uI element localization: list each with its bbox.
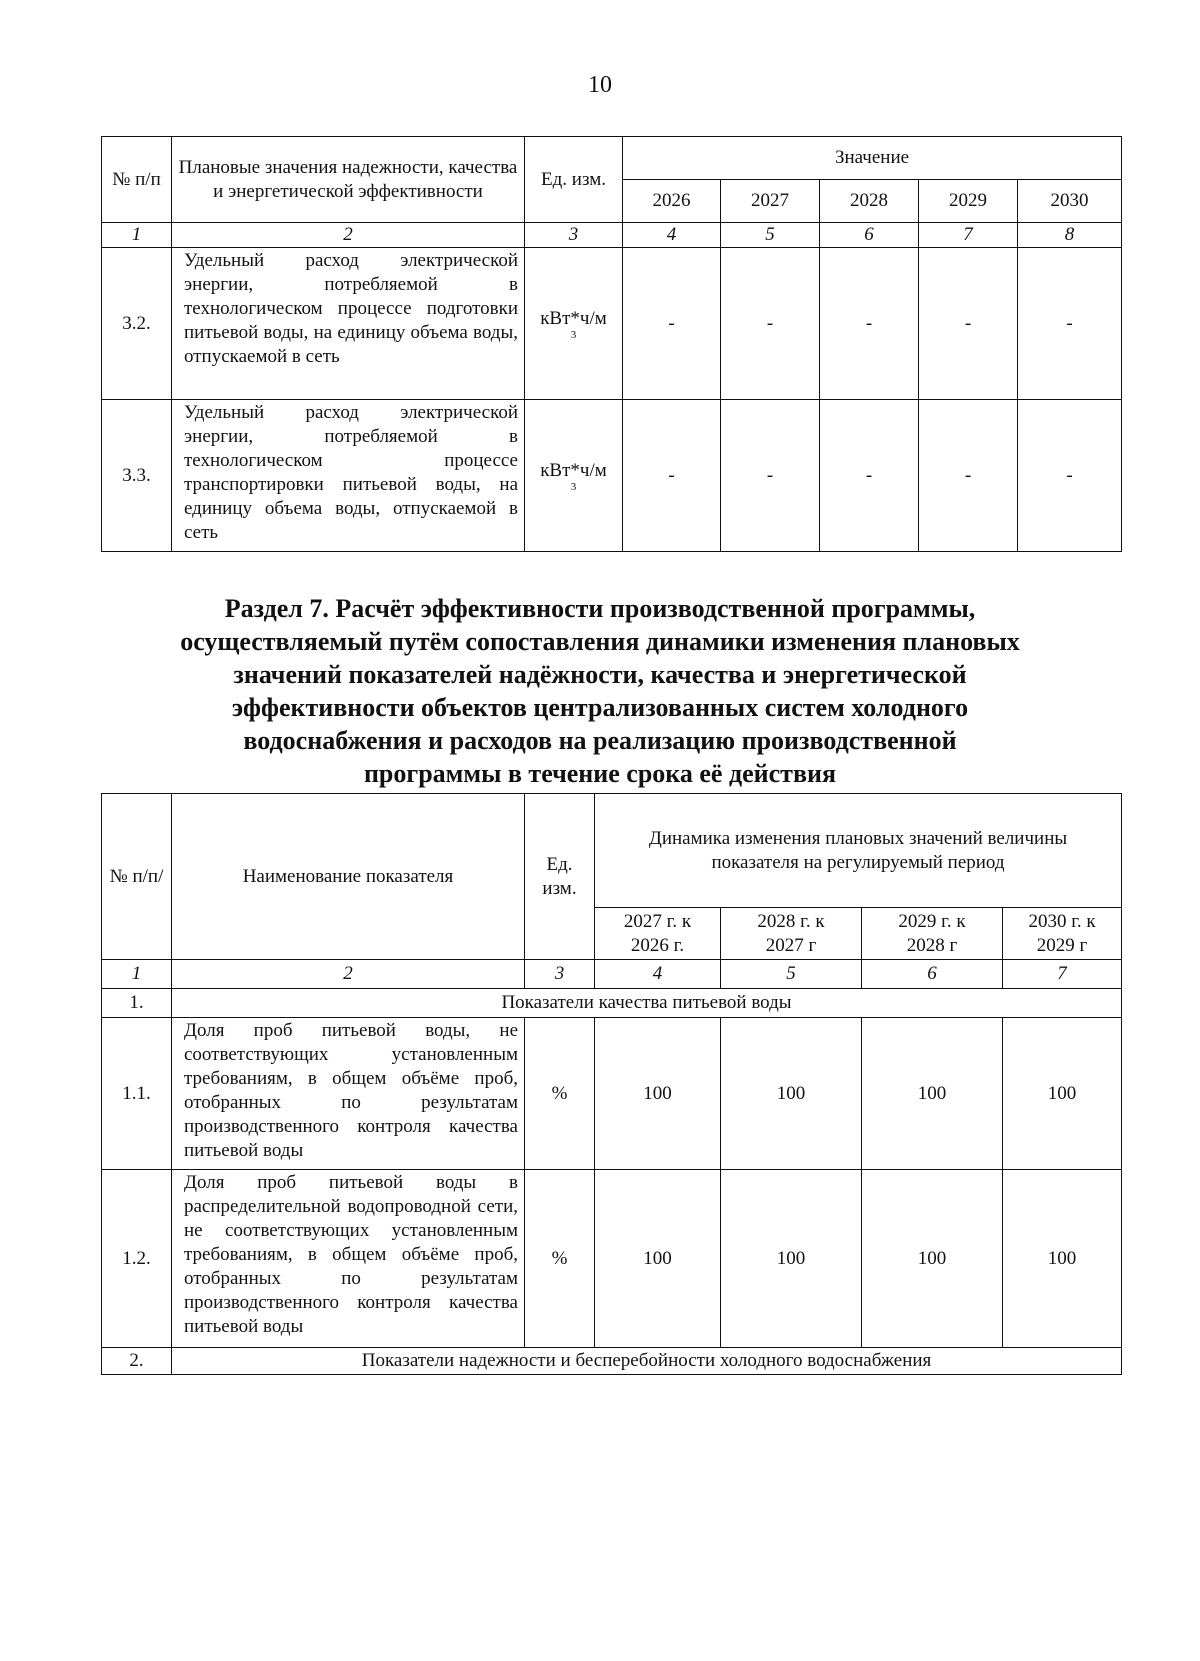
col-index: 7 xyxy=(1003,960,1122,989)
row-value: - xyxy=(1018,248,1122,400)
row-num: 3.3. xyxy=(102,400,172,552)
row-name: Доля проб питьевой воды в распределительной водопроводной сети, не соответствующих установленным требованиям, в общем объёме проб, отобранных по результатам производственного контроля качества питьевой воды xyxy=(172,1170,525,1348)
row-name: Удельный расход электрической энергии, потребляемой в технологическом процессе транспортировки питьевой воды, на единицу объема воды, отпускаемой в сеть xyxy=(172,400,525,552)
period-line: 2028 г. к xyxy=(757,910,825,932)
col-index: 2 xyxy=(172,223,525,248)
header-unit: Ед. изм. xyxy=(525,794,595,960)
section-title-line: Раздел 7. Расчёт эффективности производственной программы, xyxy=(224,594,976,623)
period-line: 2028 г xyxy=(906,934,958,956)
header-year: 2029 xyxy=(919,180,1018,223)
row-num: 3.2. xyxy=(102,248,172,400)
period-line: 2027 г xyxy=(765,934,817,956)
reliability-values-table xyxy=(101,136,1122,552)
row-value: - xyxy=(623,248,721,400)
efficiency-dynamics-table xyxy=(101,793,1122,1375)
header-period xyxy=(1003,908,1122,960)
col-index: 6 xyxy=(862,960,1003,989)
col-index: 4 xyxy=(623,223,721,248)
unit-main: кВт*ч/м xyxy=(540,307,607,329)
header-year: 2027 xyxy=(721,180,820,223)
period-line: 2029 г xyxy=(1036,934,1088,956)
row-unit xyxy=(525,248,623,400)
row-value: 100 xyxy=(595,1170,721,1348)
unit-sub: 3 xyxy=(570,328,577,341)
row-value: 100 xyxy=(862,1018,1003,1170)
table-row xyxy=(102,400,1122,552)
header-year: 2028 xyxy=(820,180,919,223)
row-value: - xyxy=(820,248,919,400)
col-index: 3 xyxy=(525,223,623,248)
header-name: Наименование показателя xyxy=(172,794,525,960)
row-name: Удельный расход электрической энергии, потребляемой в технологическом процессе подготовки питьевой воды, на единицу объема воды, отпускаемой в сеть xyxy=(172,248,525,400)
col-index: 5 xyxy=(721,960,862,989)
header-period xyxy=(595,908,721,960)
period-line: 2027 г. к xyxy=(623,910,692,932)
period-line: 2030 г. к xyxy=(1028,910,1096,932)
period-line: 2029 г. к xyxy=(898,910,966,932)
table-row xyxy=(102,248,1122,400)
col-index: 7 xyxy=(919,223,1018,248)
row-value: - xyxy=(721,248,820,400)
row-num: 1.1. xyxy=(102,1018,172,1170)
row-value: 100 xyxy=(595,1018,721,1170)
section-title-line: значений показателей надёжности, качества и энергетической xyxy=(233,660,967,689)
group-row xyxy=(102,989,1122,1018)
col-index: 1 xyxy=(102,960,172,989)
unit-main: кВт*ч/м xyxy=(540,459,607,481)
section-title-line: водоснабжения и расходов на реализацию производственной xyxy=(243,726,957,755)
col-index: 5 xyxy=(721,223,820,248)
row-value: - xyxy=(623,400,721,552)
col-index: 6 xyxy=(820,223,919,248)
col-index: 8 xyxy=(1018,223,1122,248)
header-value: Значение xyxy=(623,137,1122,180)
col-index: 3 xyxy=(525,960,595,989)
row-value: - xyxy=(721,400,820,552)
row-unit xyxy=(525,400,623,552)
header-year: 2026 xyxy=(623,180,721,223)
header-year: 2030 xyxy=(1018,180,1122,223)
group-num: 1. xyxy=(102,989,172,1018)
row-value: 100 xyxy=(862,1170,1003,1348)
col-index: 2 xyxy=(172,960,525,989)
section-title-line: эффективности объектов централизованных систем холодного xyxy=(231,693,969,722)
table-row xyxy=(102,1170,1122,1348)
row-value: 100 xyxy=(721,1170,862,1348)
col-index: 1 xyxy=(102,223,172,248)
row-unit: % xyxy=(525,1018,595,1170)
page-number: 10 xyxy=(588,72,612,98)
section-title-line: программы в течение срока её действия xyxy=(363,759,837,788)
row-name: Доля проб питьевой воды, не соответствующих установленным требованиям, в общем объёме проб, отобранных по результатам производственного контроля качества питьевой воды xyxy=(172,1018,525,1170)
unit-sub: 3 xyxy=(570,480,577,493)
row-value: - xyxy=(919,248,1018,400)
header-period xyxy=(721,908,862,960)
header-num: № п/п/ xyxy=(102,794,172,960)
group-num: 2. xyxy=(102,1348,172,1375)
section-title xyxy=(0,592,1200,790)
header-name: Плановые значения надежности, качества и энергетической эффективности xyxy=(172,137,525,223)
period-line: 2026 г. xyxy=(630,934,685,956)
header-unit: Ед. изм. xyxy=(525,137,623,223)
header-period xyxy=(862,908,1003,960)
row-value: 100 xyxy=(1003,1018,1122,1170)
group-title: Показатели качества питьевой воды xyxy=(172,989,1122,1018)
section-title-line: осуществляемый путём сопоставления динамики изменения плановых xyxy=(180,627,1020,656)
row-value: - xyxy=(820,400,919,552)
col-index: 4 xyxy=(595,960,721,989)
group-row xyxy=(102,1348,1122,1375)
row-value: 100 xyxy=(721,1018,862,1170)
row-value: 100 xyxy=(1003,1170,1122,1348)
group-title: Показатели надежности и бесперебойности холодного водоснабжения xyxy=(172,1348,1122,1375)
table-row xyxy=(102,1018,1122,1170)
header-num: № п/п xyxy=(102,137,172,223)
row-unit: % xyxy=(525,1170,595,1348)
header-dynamics: Динамика изменения плановых значений величины показателя на регулируемый период xyxy=(595,794,1122,908)
row-value: - xyxy=(1018,400,1122,552)
row-value: - xyxy=(919,400,1018,552)
row-num: 1.2. xyxy=(102,1170,172,1348)
